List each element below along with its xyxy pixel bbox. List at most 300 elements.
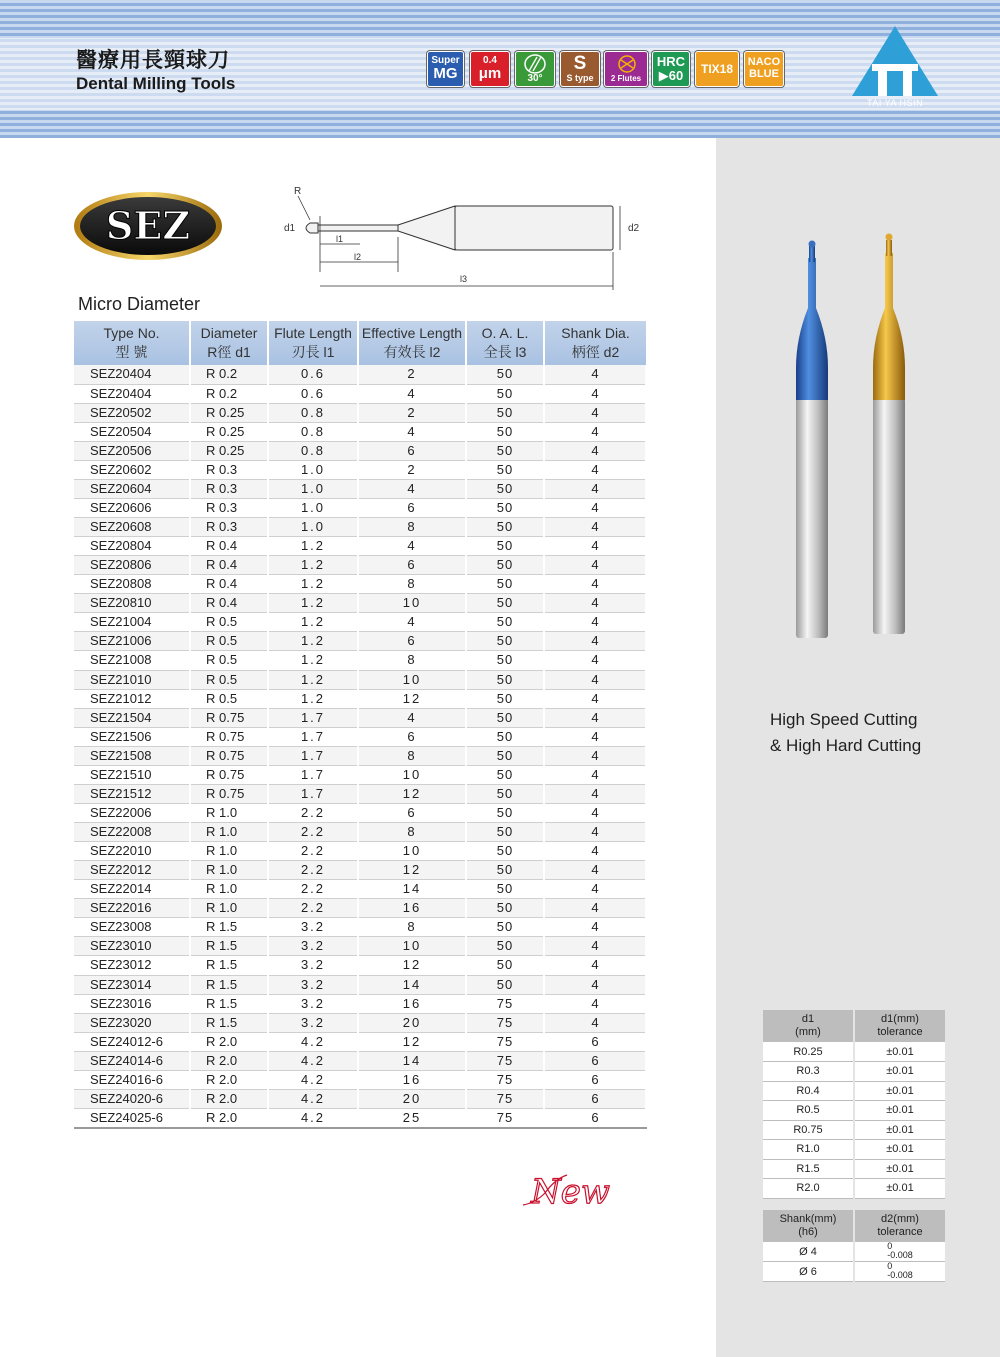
table-cell: R 1.5 [190, 1013, 268, 1032]
table-cell: 50 [466, 899, 544, 918]
table-cell: 2 [358, 460, 466, 479]
table-cell: 50 [466, 918, 544, 937]
table-cell: 0.8 [268, 441, 358, 460]
table-cell: 50 [466, 441, 544, 460]
table-cell: 75 [466, 1108, 544, 1128]
table-cell: R0.5 [763, 1101, 854, 1121]
table-row [74, 975, 646, 994]
table-cell: SEZ24016-6 [74, 1070, 190, 1089]
table-row [763, 1062, 945, 1082]
table-cell: 6 [544, 1032, 646, 1051]
table-cell: 75 [466, 1089, 544, 1108]
table-row [74, 575, 646, 594]
table-cell: 8 [358, 651, 466, 670]
header-shank [763, 1210, 854, 1242]
table-cell: 1.7 [268, 765, 358, 784]
table-cell: 4.2 [268, 1051, 358, 1070]
header-effective-length [358, 321, 466, 365]
table-cell: SEZ21006 [74, 632, 190, 651]
tolerance-lower: -0.008 [887, 1270, 913, 1280]
table-cell: ±0.01 [854, 1159, 945, 1179]
table-cell: 8 [358, 575, 466, 594]
company-name: TAI YA HSIN [866, 98, 923, 108]
table-cell: R 0.5 [190, 651, 268, 670]
table-cell: R 1.0 [190, 823, 268, 842]
table-cell: 0.8 [268, 422, 358, 441]
table-cell: 14 [358, 880, 466, 899]
table-cell: 12 [358, 1032, 466, 1051]
naco-blue-badge [744, 51, 784, 87]
table-cell: 4 [544, 518, 646, 537]
table-cell: 4 [544, 1013, 646, 1032]
badge-text: NACO [747, 56, 781, 69]
table-cell: R 1.5 [190, 956, 268, 975]
table-cell: 50 [466, 365, 544, 384]
tolerance-lower: -0.008 [887, 1250, 913, 1260]
table-cell: 4 [544, 975, 646, 994]
table-cell: 75 [466, 994, 544, 1013]
table-cell: 4.2 [268, 1032, 358, 1051]
badge-text: BLUE [749, 68, 779, 80]
header-en: Shank Dia. [561, 325, 630, 341]
table-cell: 1.2 [268, 556, 358, 575]
sez-series-badge [72, 190, 224, 262]
table-cell: 50 [466, 670, 544, 689]
table-cell: 3.2 [268, 937, 358, 956]
table-cell: 4 [358, 422, 466, 441]
header-zh: 全長 l3 [483, 344, 527, 360]
table-cell: 4 [544, 670, 646, 689]
table-cell: 1.0 [268, 479, 358, 498]
table-row [74, 880, 646, 899]
table-cell: 2.2 [268, 880, 358, 899]
header-shank-dia [544, 321, 646, 365]
header-line: d1 [801, 1013, 815, 1025]
table-cell: 12 [358, 956, 466, 975]
table-cell: 4 [544, 575, 646, 594]
table-cell: 6 [544, 1108, 646, 1128]
table-cell: R 1.5 [190, 975, 268, 994]
table-cell: SEZ22012 [74, 861, 190, 880]
table-cell: SEZ20606 [74, 498, 190, 517]
header-line: d2(mm) [881, 1213, 919, 1225]
table-cell: 4.2 [268, 1070, 358, 1089]
badge-text: MG [433, 65, 458, 83]
table-cell: 6 [358, 803, 466, 822]
table-row [74, 498, 646, 517]
table-cell: 2 [358, 365, 466, 384]
table-row [763, 1140, 945, 1160]
table-row [74, 365, 646, 384]
table-cell: R0.25 [763, 1042, 854, 1062]
table-row [74, 823, 646, 842]
table-cell: 6 [358, 727, 466, 746]
header-diameter [190, 321, 268, 365]
table-cell: 12 [358, 861, 466, 880]
flutes-badge [604, 51, 648, 87]
table-row [74, 803, 646, 822]
table-cell: 4 [544, 937, 646, 956]
badge-text: TIX18 [700, 61, 733, 76]
table-row [74, 956, 646, 975]
table-cell: R 0.4 [190, 537, 268, 556]
header-line: tolerance [877, 1226, 923, 1238]
table-cell: 0.8 [268, 403, 358, 422]
table-cell: SEZ22006 [74, 803, 190, 822]
header-line: d1(mm) [881, 1013, 919, 1025]
hrc-badge [652, 51, 690, 87]
header-d2-tolerance [854, 1210, 945, 1242]
table-cell: 4 [544, 403, 646, 422]
table-cell: R 0.4 [190, 594, 268, 613]
table-row [74, 651, 646, 670]
table-cell: SEZ23012 [74, 956, 190, 975]
table-cell: 8 [358, 918, 466, 937]
table-row [74, 556, 646, 575]
table-cell: 1.7 [268, 708, 358, 727]
table-cell: 1.7 [268, 727, 358, 746]
table-cell: R 0.2 [190, 384, 268, 403]
table-row [74, 861, 646, 880]
table-cell: ±0.01 [854, 1179, 945, 1199]
table-cell: 6 [544, 1051, 646, 1070]
table-cell: 25 [358, 1108, 466, 1128]
header-type-no [74, 321, 190, 365]
table-row [74, 727, 646, 746]
table-cell: R 0.5 [190, 613, 268, 632]
table-cell: SEZ20504 [74, 422, 190, 441]
table-cell: SEZ21508 [74, 746, 190, 765]
header-line: (h6) [798, 1226, 818, 1238]
table-cell: 50 [466, 575, 544, 594]
tagline-line: & High Hard Cutting [770, 736, 922, 755]
table-header-row [763, 1010, 945, 1042]
header-zh: 有效長 l2 [383, 344, 441, 360]
table-cell: R 1.5 [190, 994, 268, 1013]
table-cell: R0.4 [763, 1081, 854, 1101]
tool-dimension-drawing [280, 182, 650, 290]
table-row [74, 1089, 646, 1108]
table-cell: 50 [466, 746, 544, 765]
table-cell: 50 [466, 708, 544, 727]
table-cell: 4 [544, 746, 646, 765]
table-cell: SEZ20608 [74, 518, 190, 537]
sez-series-text: SEZ [105, 203, 191, 248]
label-l3: l3 [460, 274, 468, 284]
badge-text: S type [566, 73, 594, 84]
header-en: Flute Length [274, 325, 352, 341]
header-d1 [763, 1010, 854, 1042]
table-row [763, 1120, 945, 1140]
table-cell: 50 [466, 880, 544, 899]
tolerance-upper: 0 [887, 1241, 893, 1251]
table-cell: R 0.25 [190, 441, 268, 460]
table-cell: R 0.5 [190, 670, 268, 689]
table-cell: 2.2 [268, 861, 358, 880]
header-en: Type No. [103, 325, 160, 341]
table-cell: 6 [358, 556, 466, 575]
table-cell: 50 [466, 975, 544, 994]
table-cell: 50 [466, 937, 544, 956]
new-label [515, 1165, 655, 1215]
table-row [74, 918, 646, 937]
table-cell: 4 [544, 632, 646, 651]
table-cell: 10 [358, 670, 466, 689]
table-cell: 75 [466, 1051, 544, 1070]
header-zh: 柄徑 d2 [571, 344, 620, 360]
table-cell: 4 [544, 899, 646, 918]
table-row [74, 537, 646, 556]
table-cell: R1.5 [763, 1159, 854, 1179]
table-cell: 75 [466, 1032, 544, 1051]
table-cell: R 2.0 [190, 1108, 268, 1128]
table-cell: 4 [544, 594, 646, 613]
table-cell: SEZ20506 [74, 441, 190, 460]
table-cell: R 0.3 [190, 479, 268, 498]
table-cell: R 0.2 [190, 365, 268, 384]
table-cell: 8 [358, 746, 466, 765]
table-cell: 4 [544, 613, 646, 632]
table-cell: SEZ22008 [74, 823, 190, 842]
table-cell: 50 [466, 537, 544, 556]
table-cell: R 0.75 [190, 708, 268, 727]
table-cell: 8 [358, 823, 466, 842]
shank-tolerance-table [763, 1210, 945, 1282]
table-cell: 50 [466, 594, 544, 613]
table-row [763, 1101, 945, 1121]
table-cell: 14 [358, 1051, 466, 1070]
table-cell: 4 [544, 422, 646, 441]
table-cell: ±0.01 [854, 1101, 945, 1121]
table-cell: 10 [358, 937, 466, 956]
table-cell: 50 [466, 384, 544, 403]
table-cell: 1.0 [268, 518, 358, 537]
table-header-row [763, 1210, 945, 1242]
table-row [763, 1242, 945, 1262]
table-row [74, 670, 646, 689]
table-cell: R 1.0 [190, 880, 268, 899]
table-cell: 12 [358, 689, 466, 708]
table-cell: 4 [358, 479, 466, 498]
table-cell: 2.2 [268, 842, 358, 861]
helix-angle-badge [515, 51, 555, 87]
table-cell: 50 [466, 613, 544, 632]
table-cell: 2.2 [268, 803, 358, 822]
badge-text: 0.4 [483, 54, 497, 66]
table-cell: R 0.4 [190, 556, 268, 575]
table-cell: 4 [544, 441, 646, 460]
table-cell: 4 [544, 479, 646, 498]
label-d2: d2 [628, 223, 640, 234]
table-row [74, 594, 646, 613]
grain-size-badge [470, 51, 510, 87]
table-cell: R 1.5 [190, 937, 268, 956]
table-cell: 4 [358, 613, 466, 632]
table-cell: 1.7 [268, 746, 358, 765]
table-cell: 4.2 [268, 1108, 358, 1128]
table-cell: 12 [358, 784, 466, 803]
table-cell: SEZ20804 [74, 537, 190, 556]
table-cell: SEZ20810 [74, 594, 190, 613]
table-cell: R 0.75 [190, 746, 268, 765]
table-cell: 10 [358, 594, 466, 613]
table-cell: 50 [466, 956, 544, 975]
table-cell: SEZ23014 [74, 975, 190, 994]
table-cell: R 0.3 [190, 498, 268, 517]
table-cell: 1.2 [268, 632, 358, 651]
table-row [74, 518, 646, 537]
table-cell: SEZ23016 [74, 994, 190, 1013]
table-cell: 4 [358, 708, 466, 727]
table-row [74, 632, 646, 651]
table-cell: SEZ20806 [74, 556, 190, 575]
table-cell: 4 [544, 918, 646, 937]
tagline [770, 707, 921, 759]
header-zh: 刃長 l1 [291, 344, 335, 360]
table-row [74, 994, 646, 1013]
table-cell: R 0.75 [190, 784, 268, 803]
table-cell: R 2.0 [190, 1070, 268, 1089]
header-zh: R徑 d1 [207, 344, 251, 360]
table-cell: R 0.3 [190, 518, 268, 537]
table-cell: R1.0 [763, 1140, 854, 1160]
table-cell: R 0.75 [190, 727, 268, 746]
table-cell: R 0.5 [190, 632, 268, 651]
table-cell: SEZ24014-6 [74, 1051, 190, 1070]
table-cell: 4 [544, 365, 646, 384]
table-cell: 50 [466, 842, 544, 861]
table-cell: SEZ23010 [74, 937, 190, 956]
table-header-row [74, 321, 646, 365]
table-cell: 16 [358, 1070, 466, 1089]
table-cell: SEZ24012-6 [74, 1032, 190, 1051]
table-cell: 1.7 [268, 784, 358, 803]
table-cell: 4 [544, 861, 646, 880]
table-cell: 6 [544, 1070, 646, 1089]
table-row [74, 1013, 646, 1032]
label-l2: l2 [354, 252, 362, 262]
table-cell: 50 [466, 479, 544, 498]
table-cell: R2.0 [763, 1179, 854, 1199]
table-row [74, 613, 646, 632]
table-cell: R 0.5 [190, 689, 268, 708]
badge-text: HRC [656, 54, 686, 70]
s-type-badge [560, 51, 600, 87]
table-cell: SEZ20604 [74, 479, 190, 498]
table-cell: R 1.0 [190, 861, 268, 880]
table-cell: SEZ24020-6 [74, 1089, 190, 1108]
end-mill-blue-illustration [716, 138, 1000, 658]
table-cell: 1.0 [268, 460, 358, 479]
table-cell: R 0.25 [190, 403, 268, 422]
table-row [74, 460, 646, 479]
table-cell: SEZ21010 [74, 670, 190, 689]
flute-icon [615, 54, 639, 74]
table-cell: 6 [358, 498, 466, 517]
table-cell: 4 [544, 842, 646, 861]
table-cell: 6 [358, 632, 466, 651]
table-cell: 4 [544, 689, 646, 708]
table-cell: R 1.0 [190, 899, 268, 918]
table-cell: R 0.3 [190, 460, 268, 479]
header-en: Diameter [200, 325, 258, 341]
table-cell: R0.75 [763, 1120, 854, 1140]
header-line: Shank(mm) [779, 1213, 837, 1225]
table-cell: R 1.0 [190, 803, 268, 822]
table-cell: 20 [358, 1089, 466, 1108]
table-cell: 2.2 [268, 899, 358, 918]
table-cell: 1.2 [268, 651, 358, 670]
table-cell: 16 [358, 899, 466, 918]
table-cell: 3.2 [268, 975, 358, 994]
table-cell: 4.2 [268, 1089, 358, 1108]
table-cell: SEZ21012 [74, 689, 190, 708]
table-row [74, 899, 646, 918]
table-cell: 75 [466, 1013, 544, 1032]
badge-text: μm [478, 65, 502, 83]
table-cell: 3.2 [268, 918, 358, 937]
table-cell: ±0.01 [854, 1062, 945, 1082]
table-row [763, 1042, 945, 1062]
table-cell: R 2.0 [190, 1032, 268, 1051]
table-cell: 4 [544, 708, 646, 727]
table-cell: SEZ21506 [74, 727, 190, 746]
table-cell: 50 [466, 784, 544, 803]
table-cell: 50 [466, 765, 544, 784]
table-cell: R 0.4 [190, 575, 268, 594]
table-row [763, 1179, 945, 1199]
table-cell: SEZ23020 [74, 1013, 190, 1032]
header-line: tolerance [877, 1026, 923, 1038]
table-cell: SEZ24025-6 [74, 1108, 190, 1128]
table-row [74, 746, 646, 765]
table-cell: 50 [466, 803, 544, 822]
table-cell: ±0.01 [854, 1081, 945, 1101]
badge-text: 30° [527, 72, 543, 84]
header-en: O. A. L. [481, 325, 529, 341]
table-cell: 1.2 [268, 670, 358, 689]
table-cell: 1.2 [268, 575, 358, 594]
header-zh: 型 號 [115, 344, 148, 360]
table-cell: 3.2 [268, 956, 358, 975]
badge-text: S [573, 53, 587, 75]
label-r: R [294, 186, 302, 197]
table-cell: 4 [544, 460, 646, 479]
table-cell: 10 [358, 765, 466, 784]
table-cell: 4 [544, 727, 646, 746]
helix-icon [520, 54, 550, 74]
table-cell: 1.2 [268, 689, 358, 708]
table-cell: R 1.0 [190, 842, 268, 861]
table-cell: 14 [358, 975, 466, 994]
table-cell: 10 [358, 842, 466, 861]
table-row [74, 1032, 646, 1051]
table-cell: 50 [466, 518, 544, 537]
label-l1: l1 [336, 234, 344, 244]
table-cell: 4 [544, 956, 646, 975]
table-row [763, 1159, 945, 1179]
table-row [74, 689, 646, 708]
table-cell: R 0.75 [190, 765, 268, 784]
table-cell: SEZ22010 [74, 842, 190, 861]
table-cell: SEZ23008 [74, 918, 190, 937]
table-cell: SEZ21008 [74, 651, 190, 670]
table-cell: 50 [466, 727, 544, 746]
table-row [74, 384, 646, 403]
table-cell [854, 1262, 945, 1282]
table-cell: ±0.01 [854, 1140, 945, 1160]
table-cell: R 2.0 [190, 1089, 268, 1108]
